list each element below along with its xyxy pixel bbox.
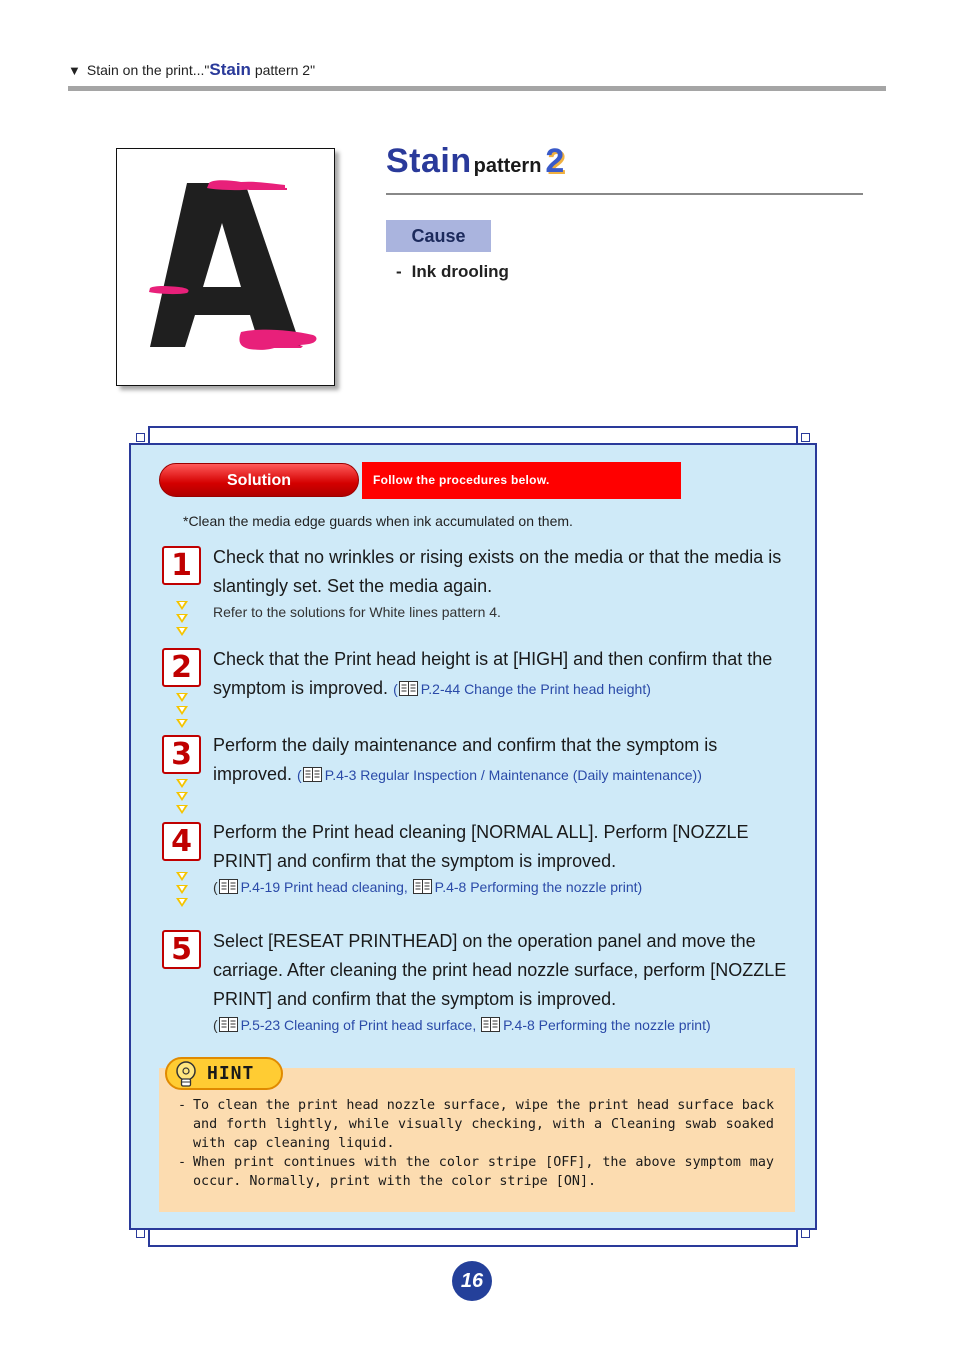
hint-item-text: To clean the print head nozzle surface, wipe the print head surface back and forth lightly, while visually checking, with a Cleaning swab soaked with cap cleaning liquid.: [193, 1098, 774, 1151]
manual-reference-text: P.4-8 Performing the nozzle print): [434, 879, 643, 895]
step-sub-text: Refer to the solutions for White lines pattern 4.: [213, 604, 501, 620]
hint-item: [178, 1096, 774, 1153]
step-arrows-icon: [175, 779, 189, 818]
step-arrows-icon: [175, 872, 189, 911]
manual-reference-link[interactable]: [412, 879, 643, 895]
dash-bullet: -: [396, 262, 402, 281]
title-rule: [386, 193, 863, 195]
stained-letter-a-image: [117, 149, 336, 387]
step-text: Perform the Print head cleaning [NORMAL ALL]. Perform [NOZZLE PRINT] and confirm that the symptom is improved.: [213, 822, 749, 871]
step-number: 5: [162, 930, 201, 969]
manual-reference-link[interactable]: ( P.2-44 Change the Print head height): [393, 681, 651, 697]
book-icon: [219, 879, 238, 894]
manual-reference-link[interactable]: [480, 1017, 711, 1033]
step-number: 2: [162, 648, 201, 687]
header-rule: [68, 86, 886, 91]
step-arrows-icon: [175, 693, 189, 732]
running-header-emphasis: Stain: [209, 60, 251, 79]
step-text-body: Check that the Print head height is at [HIGH] and then confirm that the symptom is improved.: [213, 649, 773, 698]
page-title: [386, 142, 564, 181]
manual-reference-text: P.5-23 Cleaning of Print head surface,: [240, 1017, 477, 1033]
running-header-prefix: Stain on the print...": [86, 62, 210, 78]
frame-corner-marker: [801, 1229, 810, 1238]
book-icon: [219, 1017, 238, 1032]
lightbulb-icon: [171, 1059, 201, 1089]
book-icon: [481, 1017, 500, 1032]
manual-reference-link[interactable]: [218, 1017, 477, 1033]
step-number: 4: [162, 822, 201, 861]
step-text: Check that no wrinkles or rising exists on the media or that the media is slantingly set. Set the media again.: [213, 547, 782, 596]
frame-corner-marker: [136, 1229, 145, 1238]
solution-label: Solution: [159, 463, 359, 497]
book-icon: [303, 767, 322, 782]
solution-instruction: Follow the procedures below.: [362, 462, 681, 499]
hint-item: [178, 1153, 774, 1191]
cause-label: Cause: [386, 220, 491, 252]
manual-reference-text: P.4-3 Regular Inspection / Maintenance (Daily maintenance)): [324, 767, 702, 783]
title-main: Stain: [386, 142, 472, 180]
step-text: Select [RESEAT PRINTHEAD] on the operation panel and move the carriage. After cleaning the print head nozzle surface, perform [NOZZLE PRINT] and confirm that the symptom is improved.: [213, 931, 787, 1009]
step-arrows-icon: [175, 601, 189, 640]
manual-reference-link[interactable]: ( P.4-3 Regular Inspection / Maintenance (Daily maintenance)): [297, 767, 702, 783]
frame-corner-marker: [136, 433, 145, 442]
cause-item-text: Ink drooling: [411, 262, 509, 281]
step-text-body: Perform the daily maintenance and confirm that the symptom is improved.: [213, 735, 718, 784]
title-number: 2: [545, 142, 565, 180]
stain-illustration: [116, 148, 335, 386]
step-number: 3: [162, 735, 201, 774]
cause-item: [396, 262, 509, 282]
manual-reference-text: P.4-8 Performing the nozzle print): [503, 1017, 711, 1033]
running-header-suffix: pattern 2": [250, 62, 316, 78]
book-icon: [413, 879, 432, 894]
step-references: ( P.4-19 Print head cleaning, P.4-8 Performing the nozzle print): [213, 879, 643, 895]
step-text: [213, 645, 798, 704]
running-header: [68, 60, 315, 80]
step-references: ( P.5-23 Cleaning of Print head surface, P.4-8 Performing the nozzle print): [213, 1017, 711, 1033]
hint-item-text: When print continues with the color stripe [OFF], the above symptom may occur. Normally, print with the color stripe [ON].: [193, 1155, 774, 1189]
dash-bullet: -: [178, 1155, 187, 1170]
manual-reference-text: P.4-19 Print head cleaning,: [240, 879, 408, 895]
title-sub: pattern: [473, 155, 542, 177]
step-text: [213, 731, 773, 790]
hint-list: [178, 1096, 774, 1191]
frame-corner-marker: [801, 433, 810, 442]
book-icon: [399, 681, 418, 696]
manual-reference-text: P.2-44 Change the Print head height): [420, 681, 651, 697]
solution-note: *Clean the media edge guards when ink accumulated on them.: [183, 513, 573, 529]
hint-label: HINT: [165, 1057, 283, 1090]
triangle-down-icon: ▼: [68, 63, 81, 78]
step-number: 1: [162, 546, 201, 585]
page-number: 16: [452, 1261, 492, 1301]
dash-bullet: -: [178, 1098, 187, 1113]
manual-reference-link[interactable]: [218, 879, 408, 895]
